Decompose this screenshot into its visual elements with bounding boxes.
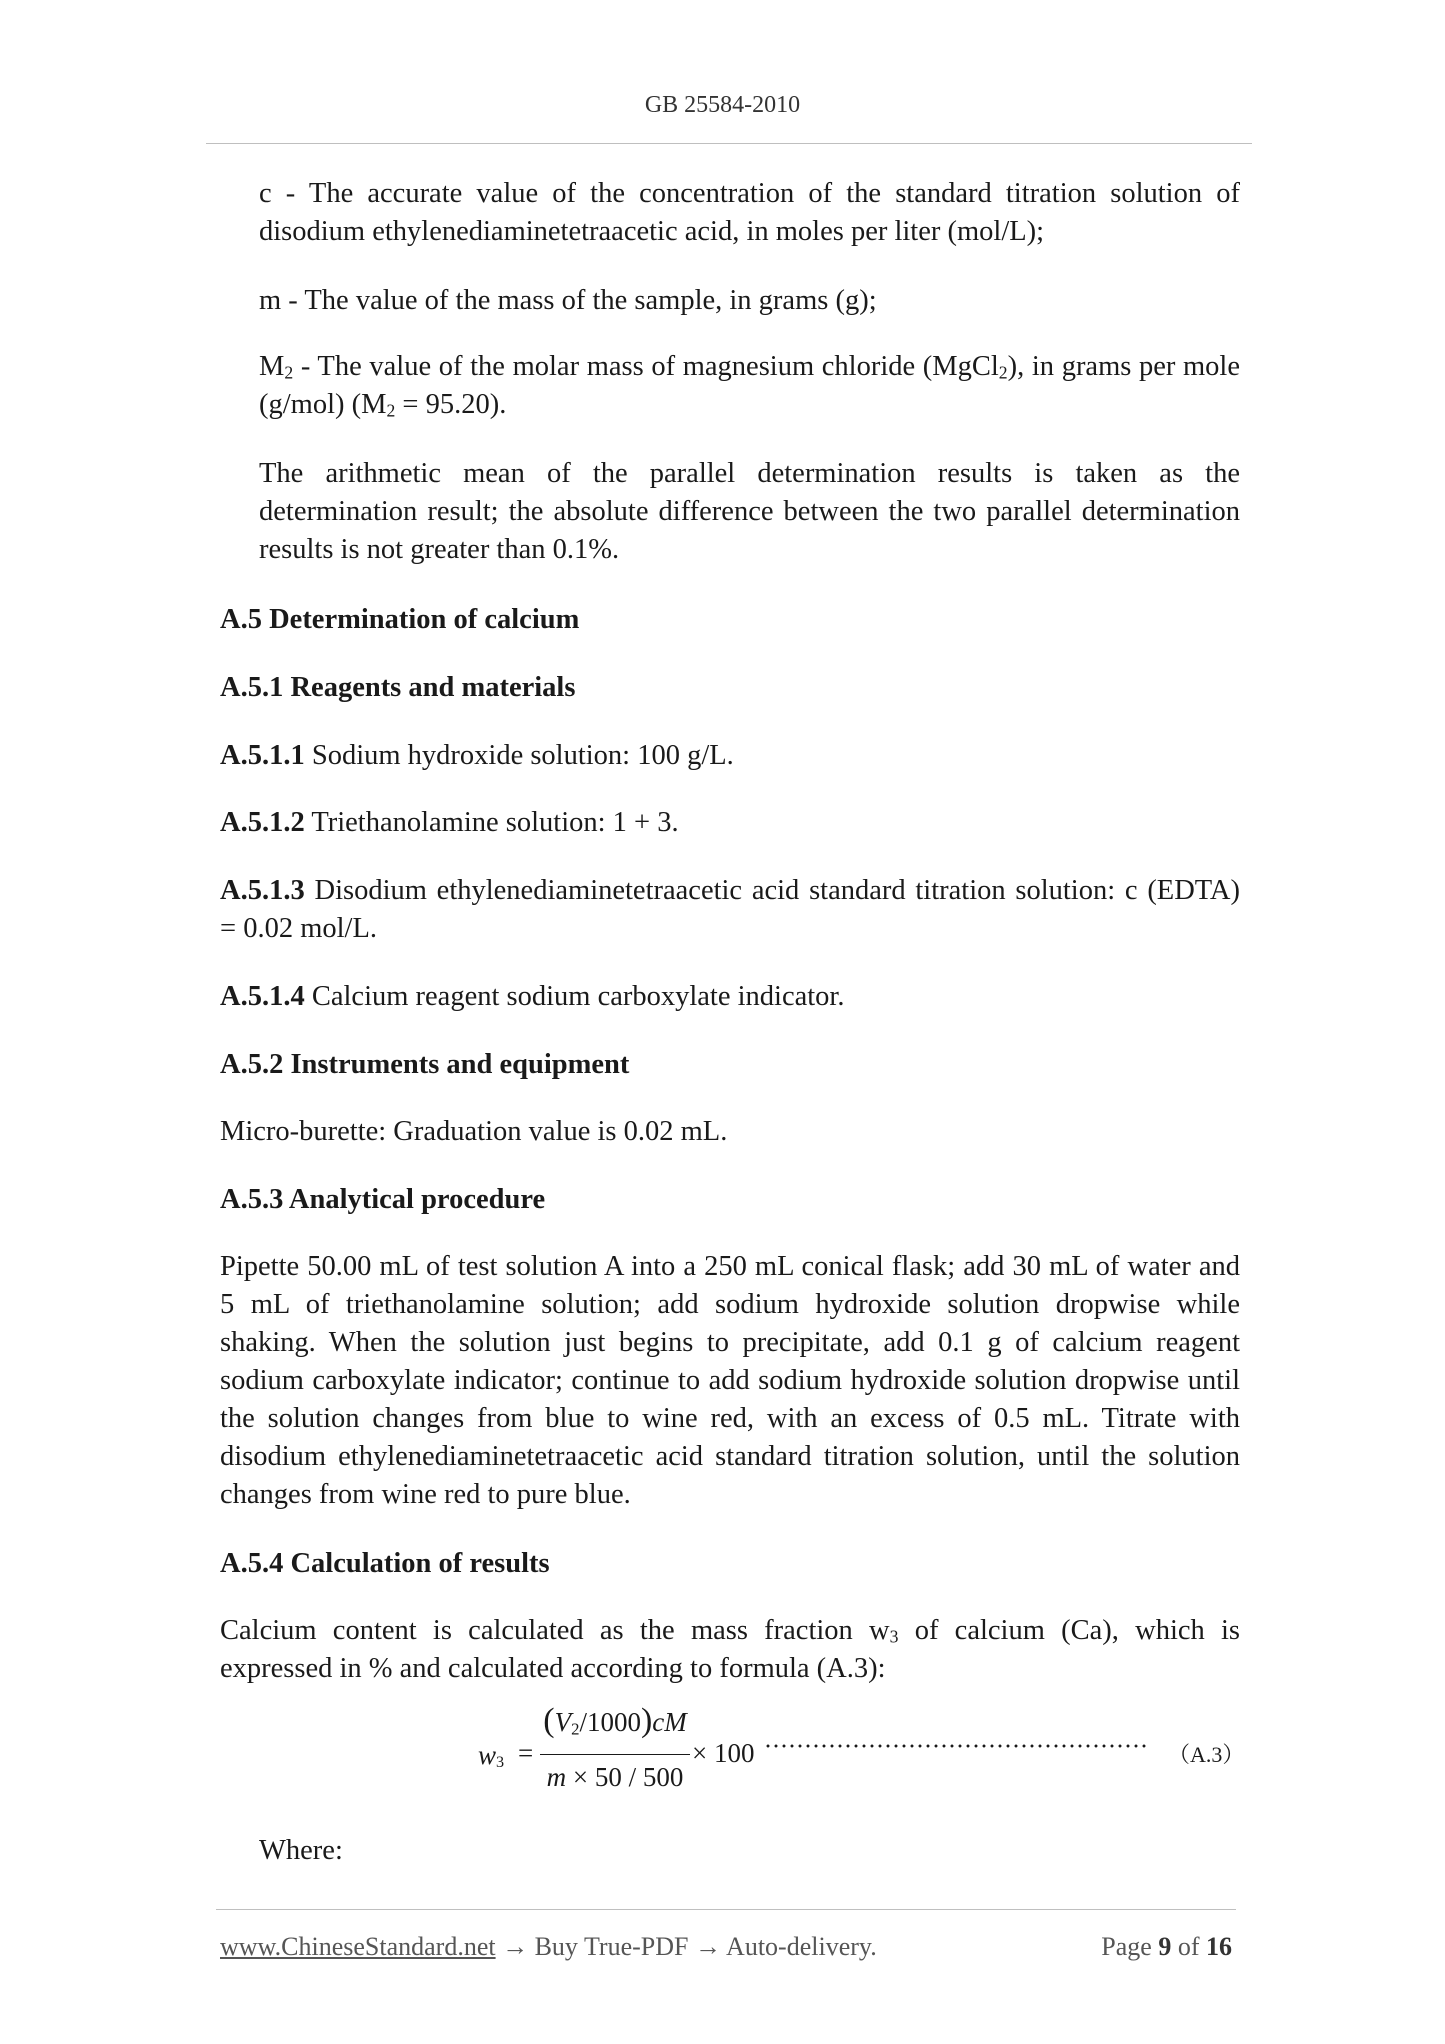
formula-leader-dots: [764, 1742, 1148, 1750]
formula-num-rest: /1000: [579, 1707, 641, 1737]
formula-label: （A.3）: [1168, 1742, 1245, 1767]
item-a513-text: Disodium ethylenediaminetetraacetic acid standard titration solution: c (EDTA) = 0.02 mol/L.: [220, 875, 1240, 944]
item-a511-text: Sodium hydroxide solution: 100 g/L.: [304, 740, 734, 771]
footer-page-indicator: [1101, 1932, 1232, 1962]
heading-a5: A.5 Determination of calcium: [220, 604, 580, 635]
symbol-m2-base: M: [259, 351, 285, 382]
heading-a51: A.5.1 Reagents and materials: [220, 672, 576, 703]
page-footer: [220, 1932, 1232, 1966]
mean-note: The arithmetic mean of the parallel determination results is taken as the determination result; the absolute difference between the two parallel determination results is not greater than 0.1%.: [259, 458, 1240, 565]
formula-cm: cM: [652, 1707, 687, 1737]
formula-a3: [478, 1700, 1278, 1810]
formula-v-sub: 2: [571, 1719, 580, 1739]
definition-m2-text-a: - The value of the molar mass of magnesium chloride (MgCl: [293, 351, 999, 382]
item-a514-text: Calcium reagent sodium carboxylate indicator.: [304, 981, 845, 1012]
formula-paren-open: (: [543, 1702, 555, 1739]
formula-den-m: m: [546, 1762, 567, 1792]
a54-text: [220, 1612, 1240, 1688]
item-a513: [220, 872, 1240, 948]
item-a512-number: A.5.1.2: [220, 807, 305, 838]
formula-lhs-w: w: [478, 1740, 497, 1770]
where-label: Where:: [259, 1835, 343, 1866]
definition-m2: [259, 348, 1240, 424]
formula-v: V: [554, 1707, 572, 1737]
definition-m2-sub-b: 2: [386, 400, 396, 421]
footer-page-number: 9: [1158, 1932, 1172, 1961]
item-a512-text: Triethanolamine solution: 1 + 3.: [304, 807, 679, 838]
footer-divider: [216, 1909, 1236, 1910]
formula-numerator: [540, 1702, 690, 1740]
symbol-m: m: [259, 285, 282, 316]
a52-text: Micro-burette: Graduation value is 0.02 mL.: [220, 1116, 728, 1147]
item-a514: [220, 978, 1240, 1016]
formula-denominator: [540, 1762, 690, 1793]
a54-text-sub: 3: [889, 1626, 899, 1647]
item-a511-number: A.5.1.1: [220, 740, 305, 771]
heading-a54: A.5.4 Calculation of results: [220, 1548, 550, 1579]
definition-m2-text-c: = 95.20).: [395, 389, 507, 420]
heading-a52: A.5.2 Instruments and equipment: [220, 1049, 630, 1080]
footer-left: [220, 1932, 877, 1962]
definition-m-text: - The value of the mass of the sample, in grams (g);: [281, 285, 877, 316]
footer-site-link[interactable]: www.ChineseStandard.net: [220, 1932, 496, 1961]
a53-procedure-text: Pipette 50.00 mL of test solution A into a 250 mL conical flask; add 30 mL of water and 5 mL of triethanolamine solution; add sodium hydroxide solution dropwise while shaking. When the solution just begins to precipitate, add 0.1 g of calcium reagent sodium carboxylate indicator; continue to add sodium hydroxide solution dropwise until the solution changes from blue to wine red, with an excess of 0.5 mL. Titrate with disodium ethylenediaminetetraacetic acid standard titration solution, until the solution changes from wine red to pure blue.: [220, 1251, 1240, 1510]
a54-text-a: Calcium content is calculated as the mass fraction w: [220, 1615, 890, 1646]
definition-c: [259, 175, 1240, 251]
footer-promo: → Buy True-PDF → Auto-delivery.: [495, 1932, 877, 1961]
formula-den-rest: × 50 / 500: [566, 1762, 684, 1792]
formula-fraction-bar: [540, 1754, 690, 1755]
definition-c-text: - The accurate value of the concentration of the standard titration solution of disodium ethylenediaminetetraacetic acid, in moles per liter (mol/L);: [259, 178, 1240, 247]
item-a511: [220, 737, 1240, 775]
formula-times: × 100: [692, 1738, 755, 1768]
item-a512: [220, 804, 1240, 842]
formula-paren-close: ): [640, 1702, 653, 1739]
formula-lhs: [478, 1740, 504, 1771]
formula-equals: =: [518, 1738, 534, 1768]
definition-m2-text-b: ), in grams per mole (g/mol) (M: [259, 351, 1241, 420]
item-a514-number: A.5.1.4: [220, 981, 305, 1012]
footer-of-word: of: [1171, 1932, 1206, 1961]
footer-page-total: 16: [1206, 1932, 1232, 1961]
definition-m2-sub-a: 2: [998, 362, 1008, 383]
footer-page-word: Page: [1101, 1932, 1159, 1961]
document-header: GB 25584-2010: [644, 92, 801, 118]
symbol-m2-sub: 2: [284, 362, 294, 383]
header-divider: [206, 143, 1252, 144]
formula-lhs-sub: 3: [496, 1753, 505, 1772]
definition-m: [259, 282, 1240, 320]
a54-text-b: of calcium (Ca), which is expressed in % and calculated according to formula (A.3):: [220, 1615, 1241, 1684]
symbol-c: c: [259, 178, 272, 209]
heading-a53: A.5.3 Analytical procedure: [220, 1184, 546, 1215]
item-a513-number: A.5.1.3: [220, 875, 305, 906]
